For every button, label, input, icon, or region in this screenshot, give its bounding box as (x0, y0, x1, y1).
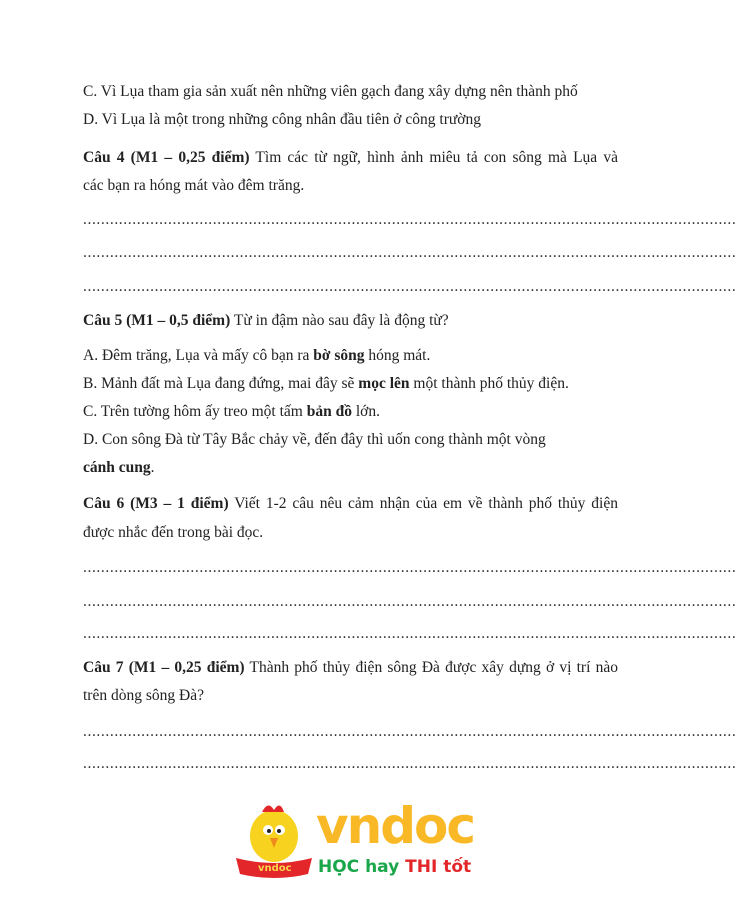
q5-option-c-end: lớn. (351, 403, 380, 420)
answer-line[interactable]: .................................................................................................................................................. (83, 244, 736, 261)
q5-text: Từ in đậm nào sau đây là động từ? (230, 312, 449, 329)
answer-line[interactable]: .................................................................................................................................................. (83, 625, 736, 642)
q3-option-c: C. Vì Lụa tham gia sản xuất nên những viên gạch đang xây dựng nên thành phố (83, 83, 578, 100)
q7-question (83, 658, 618, 678)
answer-line[interactable]: .................................................................................................................................................. (83, 755, 736, 772)
watermark-slogan (318, 856, 471, 878)
q4-text: Tìm các từ ngữ, hình ảnh miêu tả con sông mà Lụa và (249, 149, 618, 166)
q5-option-b-end: một thành phố thủy điện. (409, 375, 569, 392)
q5-option-c-text: C. Trên tường hôm ấy treo một tấm (83, 403, 307, 420)
answer-line[interactable]: .................................................................................................................................................. (83, 559, 736, 576)
q5-option-a (83, 346, 618, 366)
answer-line[interactable]: .................................................................................................................................................. (83, 278, 736, 295)
q5-option-c (83, 402, 618, 422)
q5-option-d-2 (83, 458, 618, 478)
q5-option-b-bold: mọc lên (358, 375, 410, 392)
chicken-mascot-icon (232, 800, 312, 880)
q4-question (83, 148, 618, 168)
q5-question (83, 311, 618, 331)
q5-option-b-text: B. Mảnh đất mà Lụa đang đứng, mai đây sẽ (83, 375, 359, 392)
q6-text-2: được nhắc đến trong bài đọc. (83, 524, 264, 541)
q5-option-c-bold: bản đồ (306, 403, 352, 420)
q6-text: Viết 1-2 câu nêu cảm nhận của em về thành phố thủy điện (228, 495, 618, 512)
badge-text: vndoc (258, 863, 292, 874)
q5-option-d: D. Con sông Đà từ Tây Bắc chảy về, đến đây thì uốn cong thành một vòng (83, 431, 546, 448)
q6-label: Câu 6 (M3 – 1 điểm) (83, 495, 229, 512)
answer-line[interactable]: .................................................................................................................................................. (83, 211, 736, 228)
q5-option-d-end: . (150, 459, 155, 476)
slogan-red: THI tốt (405, 857, 472, 877)
q5-option-b (83, 374, 618, 394)
vndoc-watermark (232, 797, 492, 884)
q7-label: Câu 7 (M1 – 0,25 điểm) (83, 659, 245, 676)
answer-line[interactable]: .................................................................................................................................................. (83, 723, 736, 740)
q5-option-a-text: A. Đêm trăng, Lụa và mấy cô bạn ra (83, 347, 314, 364)
q5-option-d-bold: cánh cung (83, 459, 151, 476)
q4-text-2: các bạn ra hóng mát vào đêm trăng. (83, 177, 305, 194)
q4-label: Câu 4 (M1 – 0,25 điểm) (83, 149, 250, 166)
q6-question (83, 494, 618, 514)
answer-line[interactable]: .................................................................................................................................................. (83, 593, 736, 610)
q7-text-2: trên dòng sông Đà? (83, 687, 204, 704)
q7-text: Thành phố thủy điện sông Đà được xây dựng ở vị trí nào (244, 659, 618, 676)
q5-option-a-bold: bờ sông (313, 347, 365, 364)
vndoc-logo-text: vndoc (316, 797, 474, 855)
q5-label: Câu 5 (M1 – 0,5 điểm) (83, 312, 231, 329)
slogan-green: HỌC hay (318, 857, 406, 877)
q5-option-a-end: hóng mát. (364, 347, 431, 364)
q3-option-d: D. Vì Lụa là một trong những công nhân đầu tiên ở công trường (83, 111, 481, 128)
